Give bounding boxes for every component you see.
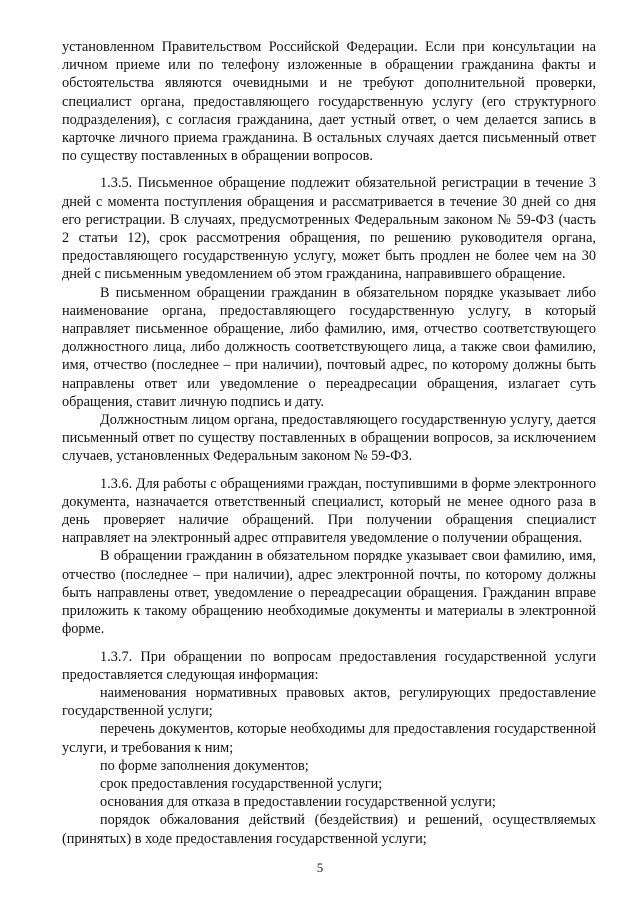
paragraph-official-answer: Должностным лицом органа, предоставляющего государственную услугу, дается письменный ответ по существу поставленных в обращении вопросов, за исключением случаев, установленных Федеральным законом № 59-ФЗ. <box>62 412 596 465</box>
page-number: 5 <box>316 860 324 875</box>
paragraph-electronic-request: В обращении гражданин в обязательном порядке указывает свои фамилию, имя, отчество (последнее – при наличии), адрес электронной почты, по которому должны быть направлены ответ, уведомление о переадресации обращения. Гражданин вправе приложить к такому обращению необходимые документы и материалы в электронной форме. <box>62 548 596 638</box>
list-item: наименования нормативных правовых актов, регулирующих предоставление государственной услуги; <box>62 684 596 720</box>
list-item: перечень документов, которые необходимы для предоставления государственной услуги, и требования к ним; <box>62 721 596 756</box>
list-item: порядок обжалования действий (бездействия) и решений, осуществляемых (принятых) в ходе предоставления государственной услуги; <box>62 812 596 847</box>
list-item: по форме заполнения документов; <box>100 757 309 774</box>
list-item: срок предоставления государственной услуги; <box>100 775 383 792</box>
paragraph-1-3-5: 1.3.5. Письменное обращение подлежит обязательной регистрации в течение 3 дней с момента поступления обращения и рассматривается в течение 30 дней со дня его регистрации. В случаях, предусмотренных Федеральным законом № 59-ФЗ (часть 2 статьи 12), срок рассмотрения обращения, по решению руководителя органа, предоставляющего государственную услугу, может быть продлен не более чем на 30 дней с письменным уведомлением об этом гражданина, направившего обращение. <box>62 175 596 283</box>
paragraph-1-3-6: 1.3.6. Для работы с обращениями граждан, поступившими в форме электронного документа, назначается ответственный специалист, который не менее одного раза в день проверяет наличие обращений. При получении обращения специалист направляет на электронный адрес отправителя уведомление о получении обращения. <box>62 475 596 547</box>
paragraph-written-request: В письменном обращении гражданин в обязательном порядке указывает либо наименование органа, предоставляющего государственную услугу, в который направляет письменное обращение, либо фамилию, имя, отчество соответствующего должностного лица, либо должность соответствующего лица, а также свои фамилию, имя, отчество (последнее – при наличии), почтовый адрес, по которому должны быть направлены ответ или уведомление о переадресации обращения, излагает суть обращения, ставит личную подпись и дату. <box>62 284 596 410</box>
paragraph-continuation: установленном Правительством Российской Федерации. Если при консультации на личном приеме или по телефону изложенные в обращении гражданина факты и обстоятельства являются очевидными и не требуют дополнительной проверки, специалист органа, предоставляющего государственную услугу (его структурного подразделения), с согласия гражданина, дает устный ответ, о чем делается запись в карточке личного приема гражданина. В остальных случаях дается письменный ответ по существу поставленных в обращении вопросов. <box>62 39 596 165</box>
list-item: основания для отказа в предоставлении государственной услуги; <box>100 794 496 811</box>
paragraph-1-3-7: 1.3.7. При обращении по вопросам предоставления государственной услуги предоставляется следующая информация: <box>62 648 596 683</box>
